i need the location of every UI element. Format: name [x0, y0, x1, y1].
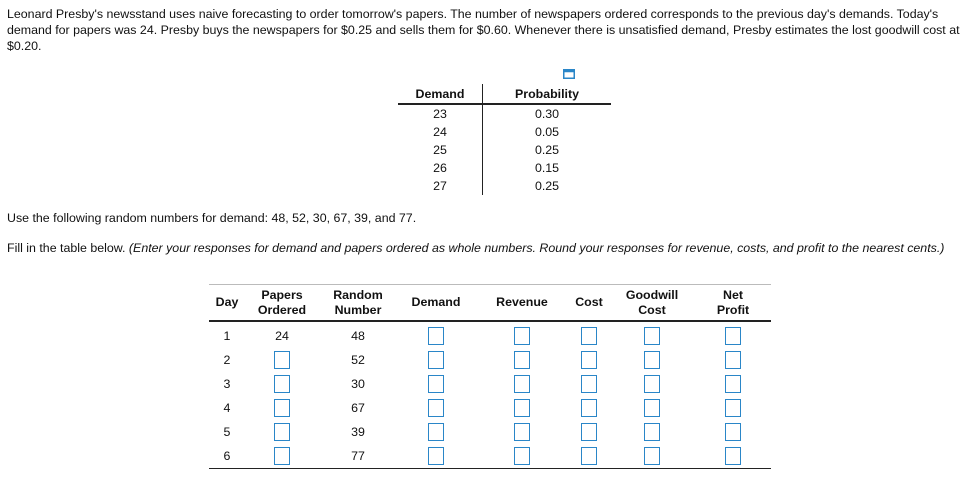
probability-row: [398, 123, 611, 141]
demand-cell: [397, 321, 475, 348]
goodwill-cost-cell: [609, 372, 695, 396]
goodwill-cost-input[interactable]: [644, 375, 660, 393]
demand-input[interactable]: [428, 351, 444, 369]
cost-input[interactable]: [581, 423, 597, 441]
goodwill-cost-input[interactable]: [644, 447, 660, 465]
net-profit-cell: [695, 444, 771, 469]
cost-cell: [569, 444, 609, 469]
papers-ordered-input[interactable]: [274, 375, 290, 393]
table-row: [209, 372, 771, 396]
random-number-cell: 67: [351, 401, 365, 415]
demand-cell: [397, 348, 475, 372]
net-profit-input[interactable]: [725, 399, 741, 417]
day-cell: 5: [223, 425, 231, 439]
day-cell: 2: [223, 353, 231, 367]
instruction-plain: Fill in the table below.: [7, 241, 129, 255]
cost-input[interactable]: [581, 447, 597, 465]
table-row: [209, 321, 771, 348]
probability-value: 0.30: [534, 107, 560, 121]
net-profit-cell: [695, 348, 771, 372]
problem-intro: Leonard Presby's newsstand uses naive forecasting to order tomorrow's papers. The number of newspapers ordered corresponds to the previous day's demands. Today's demand for papers was 24. Presby buys the newspapers for $0.25 and sells them for $0.60. Whenever there is unsatisfied demand, Presby estimates the lost goodwill cost at $0.20.: [7, 7, 960, 53]
cost-header: Cost: [569, 285, 609, 322]
revenue-input[interactable]: [514, 375, 530, 393]
net-profit-input[interactable]: [725, 447, 741, 465]
revenue-header: Revenue: [475, 285, 569, 322]
random-number-header: Random Number: [319, 285, 397, 322]
random-number-cell: 77: [351, 449, 365, 463]
papers-ordered-cell: [245, 372, 319, 396]
papers-ordered-cell: [245, 396, 319, 420]
instruction-text: [7, 240, 957, 256]
revenue-input[interactable]: [514, 399, 530, 417]
cost-cell: [569, 321, 609, 348]
cost-input[interactable]: [581, 327, 597, 345]
demand-value: 26: [398, 159, 483, 177]
net-profit-input[interactable]: [725, 423, 741, 441]
demand-value: 25: [398, 141, 483, 159]
goodwill-cost-input[interactable]: [644, 399, 660, 417]
probability-value: 0.15: [534, 161, 560, 175]
day-header: Day: [209, 285, 245, 322]
goodwill-cost-cell: [609, 444, 695, 469]
probability-value: 0.25: [534, 179, 560, 193]
cost-cell: [569, 372, 609, 396]
goodwill-cost-cell: [609, 396, 695, 420]
papers-ordered-input[interactable]: [274, 351, 290, 369]
demand-input[interactable]: [428, 327, 444, 345]
cost-input[interactable]: [581, 375, 597, 393]
net-profit-input[interactable]: [725, 351, 741, 369]
probability-table: [398, 84, 611, 195]
revenue-input[interactable]: [514, 423, 530, 441]
papers-ordered-input[interactable]: [274, 399, 290, 417]
demand-value: 27: [398, 177, 483, 195]
demand-input[interactable]: [428, 375, 444, 393]
revenue-cell: [475, 321, 569, 348]
day-cell: 1: [223, 329, 231, 343]
probability-value: 0.25: [534, 143, 560, 157]
demand-value: 24: [398, 123, 483, 141]
goodwill-cost-cell: [609, 348, 695, 372]
random-number-cell: 48: [351, 329, 365, 343]
revenue-input[interactable]: [514, 351, 530, 369]
net-profit-input[interactable]: [725, 327, 741, 345]
demand-col-header: Demand: [397, 285, 475, 322]
random-number-cell: 39: [351, 425, 365, 439]
goodwill-cost-cell: [609, 321, 695, 348]
revenue-cell: [475, 420, 569, 444]
net-profit-cell: [695, 396, 771, 420]
day-cell: 6: [223, 449, 231, 463]
revenue-cell: [475, 444, 569, 469]
revenue-cell: [475, 396, 569, 420]
cost-input[interactable]: [581, 399, 597, 417]
probability-row: [398, 177, 611, 195]
papers-ordered-input[interactable]: [274, 447, 290, 465]
table-row: [209, 444, 771, 469]
demand-input[interactable]: [428, 399, 444, 417]
net-profit-cell: [695, 321, 771, 348]
papers-ordered-input[interactable]: [274, 423, 290, 441]
papers-ordered-cell: 24: [275, 329, 289, 343]
demand-input[interactable]: [428, 423, 444, 441]
day-cell: 3: [223, 377, 231, 391]
demand-value: 23: [398, 104, 483, 123]
probability-header: Probability: [483, 84, 612, 104]
demand-cell: [397, 444, 475, 469]
table-row: [209, 420, 771, 444]
table-row: [209, 396, 771, 420]
net-profit-cell: [695, 420, 771, 444]
revenue-cell: [475, 372, 569, 396]
table-row: [209, 348, 771, 372]
demand-cell: [397, 420, 475, 444]
papers-ordered-cell: [245, 348, 319, 372]
instruction-italic: (Enter your responses for demand and papers ordered as whole numbers. Round your responses for revenue, costs, and profit to the nearest cents.): [128, 241, 945, 255]
probability-row: [398, 104, 611, 123]
cost-cell: [569, 348, 609, 372]
revenue-input[interactable]: [514, 447, 530, 465]
random-number-cell: 52: [351, 353, 365, 367]
net-profit-header: Net Profit: [695, 285, 771, 322]
simulation-table: [209, 284, 771, 469]
demand-header: Demand: [398, 84, 483, 104]
goodwill-cost-input[interactable]: [644, 351, 660, 369]
papers-ordered-header: Papers Ordered: [245, 285, 319, 322]
day-cell: 4: [223, 401, 231, 415]
papers-ordered-cell: [245, 420, 319, 444]
goodwill-cost-input[interactable]: [644, 423, 660, 441]
goodwill-cost-input[interactable]: [644, 327, 660, 345]
probability-row: [398, 141, 611, 159]
revenue-cell: [475, 348, 569, 372]
random-number-cell: 30: [351, 377, 365, 391]
cost-input[interactable]: [581, 351, 597, 369]
demand-cell: [397, 372, 475, 396]
papers-ordered-cell: [245, 444, 319, 469]
net-profit-input[interactable]: [725, 375, 741, 393]
random-numbers-note: Use the following random numbers for demand: 48, 52, 30, 67, 39, and 77.: [7, 211, 417, 225]
revenue-input[interactable]: [514, 327, 530, 345]
goodwill-cost-cell: [609, 420, 695, 444]
copy-icon[interactable]: [563, 69, 575, 79]
cost-cell: [569, 420, 609, 444]
probability-value: 0.05: [534, 125, 560, 139]
goodwill-cost-header: Goodwill Cost: [609, 285, 695, 322]
net-profit-cell: [695, 372, 771, 396]
probability-row: [398, 159, 611, 177]
cost-cell: [569, 396, 609, 420]
demand-cell: [397, 396, 475, 420]
demand-input[interactable]: [428, 447, 444, 465]
